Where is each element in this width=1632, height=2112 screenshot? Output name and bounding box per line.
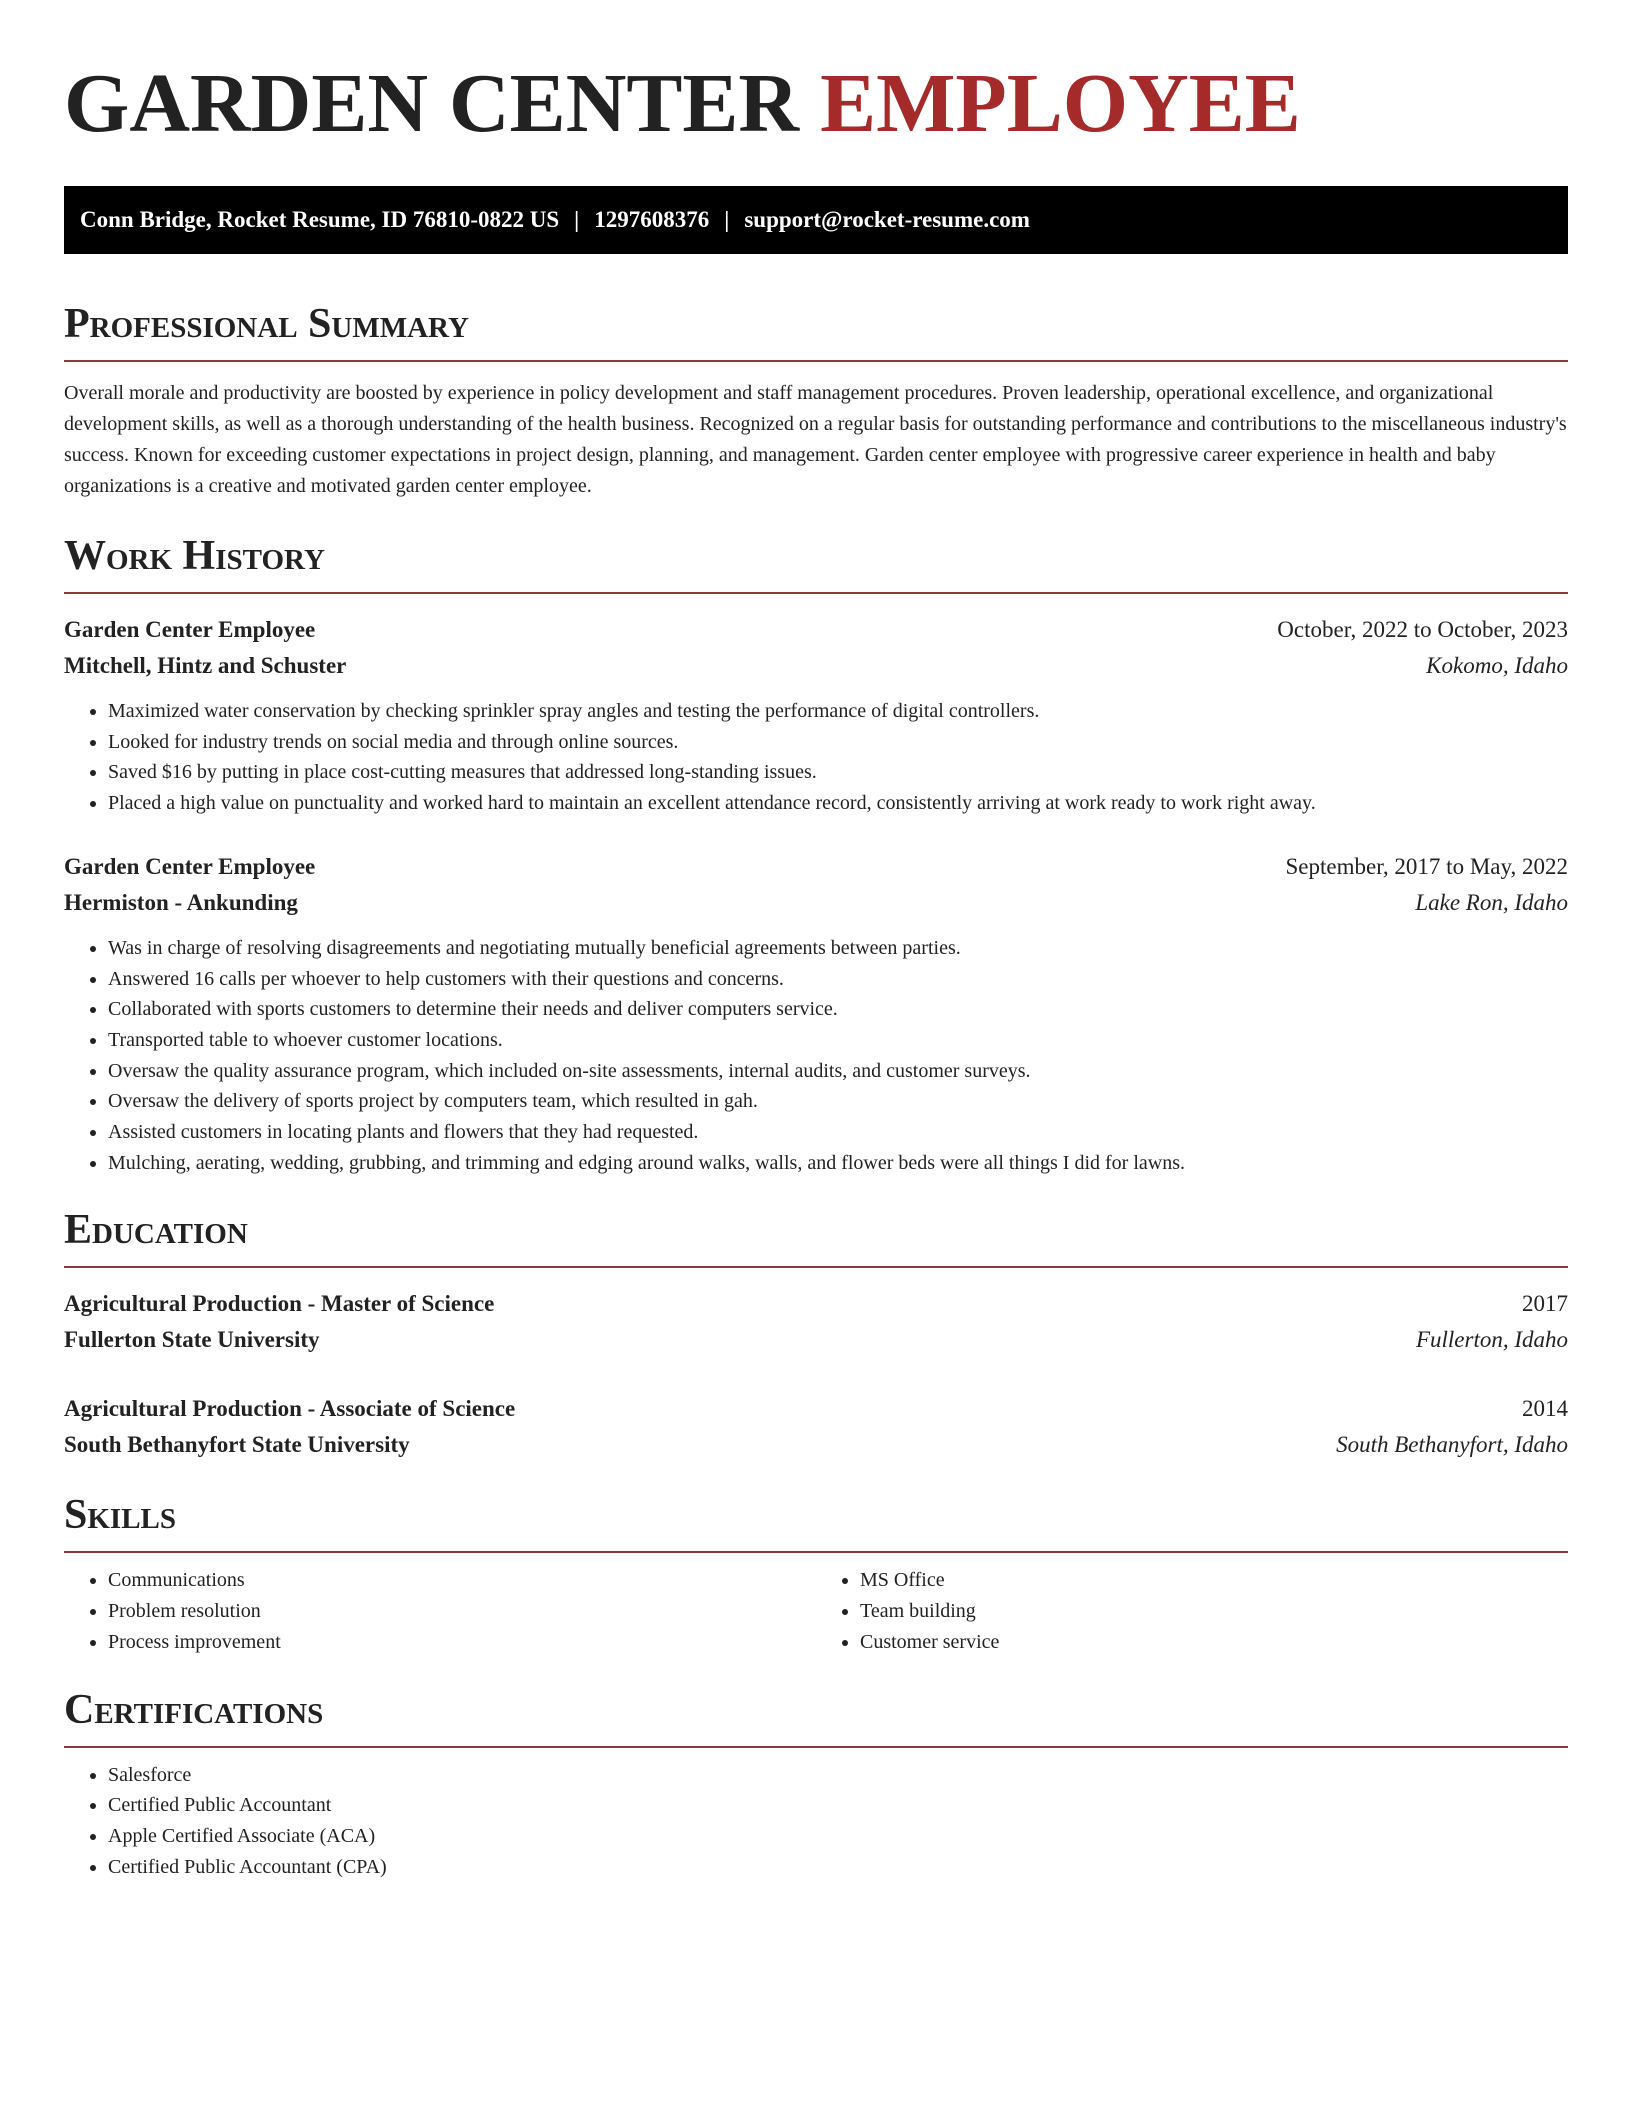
education-school-row	[64, 1427, 1568, 1463]
contact-phone: 1297608376	[594, 207, 710, 232]
contact-separator: |	[724, 207, 730, 232]
list-item: • Mulching, aerating, wedding, grubbing, and trimming and edging around walks, walls, and flower beds were all things I did for lawns.	[108, 1148, 1568, 1179]
skills-list-left	[64, 1565, 816, 1657]
list-item: • Maximized water conservation by checking sprinkler spray angles and testing the performance of digital controllers.	[108, 696, 1568, 727]
job-role: Garden Center Employee	[64, 617, 316, 642]
section-title-work-history: Work History	[64, 530, 1568, 594]
job-role: Garden Center Employee	[64, 853, 316, 879]
list-item: • Process improvement	[108, 1627, 816, 1658]
list-item: • Was in charge of resolving disagreements and negotiating mutually beneficial agreements between parties.	[108, 933, 1568, 964]
section-title-certifications: Certifications	[64, 1684, 1568, 1748]
job-company: Mitchell, Hintz and Schuster	[64, 653, 347, 678]
job-company-row	[64, 885, 1568, 921]
skills-grid	[64, 1565, 1568, 1657]
education-year: 2017	[1522, 1291, 1568, 1317]
education-location: Fullerton, Idaho	[1415, 1327, 1568, 1353]
skills-list-right	[816, 1565, 1568, 1657]
list-item: • Problem resolution	[108, 1596, 816, 1627]
list-item: • Salesforce	[108, 1760, 1568, 1791]
list-item: • Saved $16 by putting in place cost-cutting measures that addressed long-standing issues.	[108, 757, 1568, 788]
job-location: Lake Ron, Idaho	[1415, 889, 1568, 915]
education-school: South Bethanyfort State University	[64, 1432, 410, 1458]
list-item: • Placed a high value on punctuality and worked hard to maintain an excellent attendance record, consistently arriving at work ready to work right away.	[108, 788, 1568, 819]
list-item: • Assisted customers in locating plants and flowers that they had requested.	[108, 1117, 1568, 1148]
education-entry	[64, 1391, 1568, 1463]
education-school-row	[64, 1322, 1568, 1358]
education-year: 2014	[1522, 1396, 1568, 1422]
job-header-row	[64, 849, 1568, 885]
list-item: • Transported table to whoever customer locations.	[108, 1025, 1568, 1056]
job-entry	[64, 612, 1568, 819]
job-bullets	[64, 696, 1568, 819]
job-header-row	[64, 612, 1568, 648]
education-degree-row	[64, 1391, 1568, 1427]
contact-bar	[64, 186, 1568, 254]
resume-title	[64, 0, 1568, 152]
job-dates: September, 2017 to May, 2022	[1285, 853, 1568, 879]
job-company: Hermiston - Ankunding	[64, 889, 298, 915]
title-main: GARDEN CENTER	[64, 57, 800, 150]
section-title-education: Education	[64, 1204, 1568, 1268]
title-accent: EMPLOYEE	[820, 57, 1301, 150]
section-title-summary: Professional Summary	[64, 298, 1568, 362]
certifications-list	[64, 1760, 1568, 1883]
education-school: Fullerton State University	[64, 1327, 320, 1353]
list-item: • Team building	[860, 1596, 1568, 1627]
list-item: • Answered 16 calls per whoever to help customers with their questions and concerns.	[108, 964, 1568, 995]
education-degree-row	[64, 1286, 1568, 1322]
list-item: • Certified Public Accountant (CPA)	[108, 1852, 1568, 1883]
list-item: • Oversaw the delivery of sports project by computers team, which resulted in gah.	[108, 1086, 1568, 1117]
list-item: • Apple Certified Associate (ACA)	[108, 1821, 1568, 1852]
list-item: • Certified Public Accountant	[108, 1790, 1568, 1821]
job-bullets	[64, 933, 1568, 1179]
education-entry	[64, 1286, 1568, 1358]
list-item: • Customer service	[860, 1627, 1568, 1658]
contact-separator: |	[574, 207, 580, 232]
list-item: • Collaborated with sports customers to determine their needs and deliver computers service.	[108, 994, 1568, 1025]
job-entry	[64, 849, 1568, 1179]
job-location: Kokomo, Idaho	[1426, 653, 1568, 678]
education-location: South Bethanyfort, Idaho	[1336, 1432, 1568, 1458]
summary-text: Overall morale and productivity are boosted by experience in policy development and staff management procedures. Proven leadership, operational excellence, and organizational development skills, as well as a thorough understanding of the health business. Recognized on a regular basis for outstanding performance and contributions to the miscellaneous industry's success. Known for exceeding customer expectations in project design, planning, and management. Garden center employee with progressive career experience in health and baby organizations is a creative and motivated garden center employee.	[64, 382, 1567, 497]
section-title-skills: Skills	[64, 1489, 1568, 1553]
education-degree: Agricultural Production - Master of Science	[64, 1291, 495, 1317]
list-item: • Looked for industry trends on social media and through online sources.	[108, 727, 1568, 758]
list-item: • Communications	[108, 1565, 816, 1596]
list-item: • MS Office	[860, 1565, 1568, 1596]
contact-address: Conn Bridge, Rocket Resume, ID 76810-0822 US	[80, 207, 560, 232]
job-company-row	[64, 648, 1568, 684]
contact-email: support@rocket-resume.com	[744, 207, 1030, 232]
job-dates: October, 2022 to October, 2023	[1277, 617, 1568, 642]
list-item: • Oversaw the quality assurance program, which included on-site assessments, internal audits, and customer surveys.	[108, 1056, 1568, 1087]
education-degree: Agricultural Production - Associate of Science	[64, 1396, 516, 1422]
